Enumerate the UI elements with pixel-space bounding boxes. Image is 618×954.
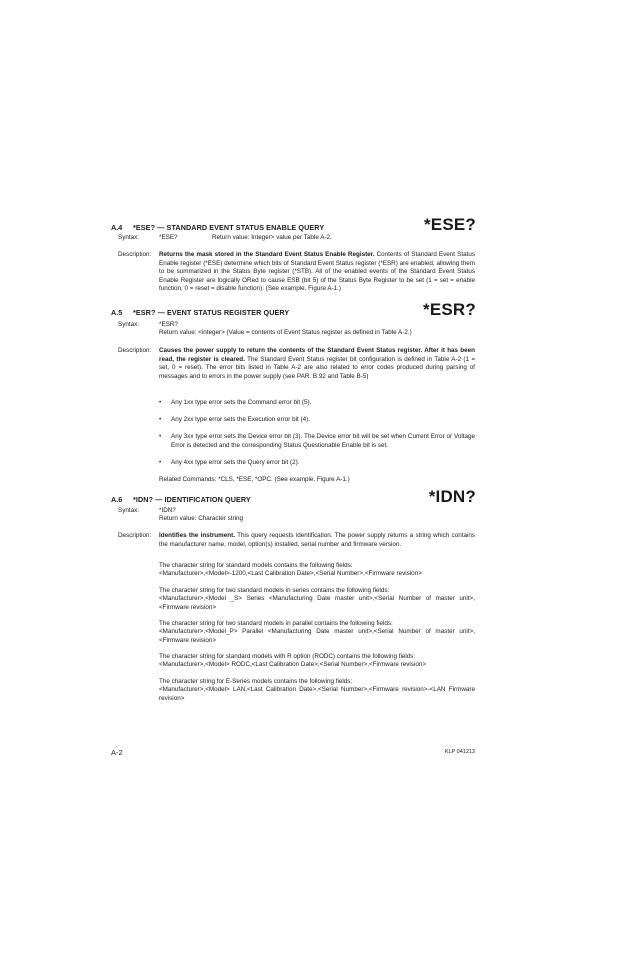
bullet-item: Any 2xx type error sets the Execution error bit (4). [171, 416, 310, 423]
bullet-marker: • [159, 459, 162, 466]
section-command: *ESR? [423, 300, 476, 319]
section-heading-a6 [111, 483, 476, 507]
description-body: The Standard Event Status register bit configuration is defined in Table A-2 (1 = set, 0 = reset). The error bits listed in Table A-2 are also related to error codes produced during parsing of messages and to errors in the power supply (see PAR. B.92 and Table B-5) [159, 355, 475, 380]
page-number: A-2 [111, 748, 123, 757]
syntax-return: Return value: Integer> value per Table A-2. [212, 234, 332, 241]
section-number: A.5 [111, 308, 123, 317]
description-text [159, 347, 475, 381]
section-command: *ESE? [423, 215, 476, 234]
syntax-label: Syntax: [118, 507, 139, 514]
description-emphasis: Returns the mask stored in the Standard Event Status Enable Register. [159, 251, 375, 258]
bullet-item: Any 3xx type error sets the Device error bit (3). The Device error bit will be set when Current Error or Voltage Error is detected and the corresponding Status Questionable Enable bit is set. [171, 433, 475, 449]
paragraph-intro: The character string for two standard models in parallel contains the following fields: [159, 620, 393, 627]
syntax-return: Return value: Character string [159, 515, 243, 522]
section-number: A.4 [111, 223, 123, 232]
syntax-label: Syntax: [118, 234, 139, 241]
section-number: A.6 [111, 495, 123, 504]
bullet-item: Any 1xx type error sets the Command error bit (5). [171, 399, 312, 406]
paragraph-intro: The character string for standard models with R option (RODC) contains the following fields: [159, 653, 416, 660]
section-heading-a5 [111, 296, 476, 320]
description-label: Description: [118, 251, 152, 258]
description-emphasis: Causes the power supply to return the contents of the Standard Event Status register. After it has been read, the register is cleared. [159, 347, 475, 363]
bullet-marker: • [159, 399, 162, 406]
paragraph-fields: <Manufacturer>,<Model> LAN,<Last Calibration Date>,<Serial Number>,<Firmware revision>-<LAN Firmware revision> [159, 686, 475, 702]
paragraph-fields: <Manufacturer>,<Model>-1200,<Last Calibration Date>,<Serial Number>,<Firmware revision> [159, 570, 422, 577]
syntax-command: *ESR? [159, 321, 178, 328]
paragraph-fields: <Manufacturer>,<Model _S> Series <Manufacturing Date master unit>,<Serial Number of master unit>,<Firmware revision> [159, 595, 475, 611]
paragraph-intro: The character string for standard models contains the following fields: [159, 562, 353, 569]
related-commands: Related Commands: *CLS, *ESE, *OPC. (See example, Figure A-1.) [159, 476, 350, 483]
document-id: KLP 041213 [444, 749, 475, 755]
syntax-label: Syntax: [118, 321, 139, 328]
section-title: *IDN? — IDENTIFICATION QUERY [133, 495, 251, 504]
section-heading-a4 [111, 211, 476, 235]
description-body: This query requests identification. The power supply returns a string which contains the manufacturer name, model, option(s) installed, serial number and firmware version. [159, 532, 475, 548]
description-label: Description: [118, 532, 152, 539]
section-command: *IDN? [428, 487, 476, 506]
paragraph-intro: The character string for two standard models in series contains the following fields: [159, 587, 390, 594]
bullet-item: Any 4xx type error sets the Query error bit (2). [171, 459, 300, 466]
syntax-return: Return value: <integer> (Value = contents of Event Status register as defined in Table A-2.) [159, 329, 412, 336]
bullet-marker: • [159, 416, 162, 423]
description-text [159, 532, 475, 549]
paragraph-intro: The character string for E-Series models contains the following fields: [159, 678, 353, 685]
syntax-command: *ESE? [159, 234, 178, 241]
bullet-marker: • [159, 433, 162, 440]
description-label: Description: [118, 347, 152, 354]
description-emphasis: Identifies the instrument. [159, 532, 235, 539]
paragraph-fields: <Manufacturer>,<Model> RODC,<Last Calibration Date>,<Serial Number>,<Firmware revision> [159, 661, 427, 668]
paragraph-fields: <Manufacturer>,<Model_P> Parallel <Manufacturing Date master unit>,<Serial Number of master unit>,<Firmware revision> [159, 628, 475, 644]
description-body: Contents of Standard Event Status Enable register (*ESE) determine which bits of Standard Event Status register (*ESR) are enabled, allowing them to be summarized in the Status Byte register (*STB). All of the enabled events of the Standard Event Status Enable Register are logically ORed to cause ESB (bit 5) of the Status Byte Register to be set (1 = set = enable function, 0 = reset = disable function). (See example, Figure A-1.) [159, 251, 475, 293]
section-title: *ESE? — STANDARD EVENT STATUS ENABLE QUERY [133, 223, 325, 232]
description-text [159, 251, 475, 294]
syntax-command: *IDN? [159, 507, 176, 514]
section-title: *ESR? — EVENT STATUS REGISTER QUERY [133, 308, 290, 317]
